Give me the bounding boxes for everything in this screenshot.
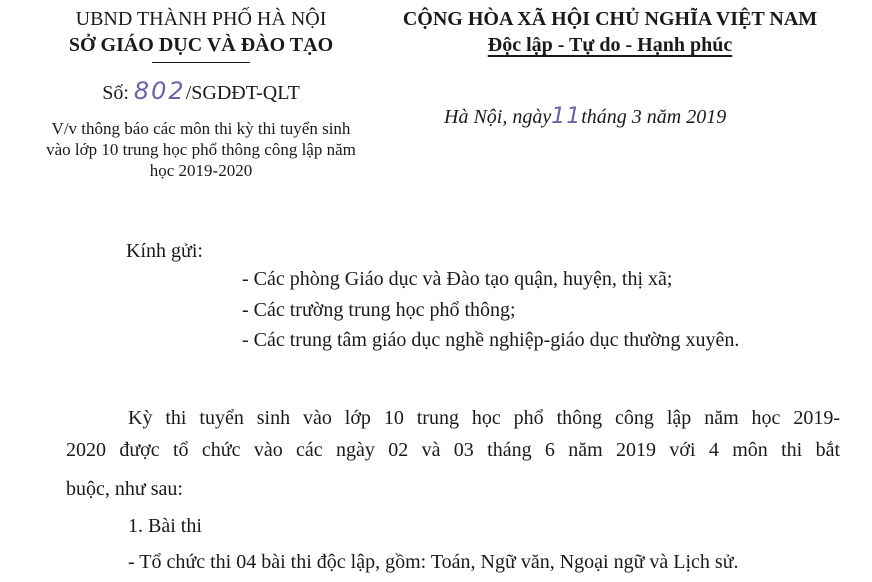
body-paragraph-line: buộc, như sau: — [66, 478, 183, 500]
recipient-item: - Các phòng Giáo dục và Đào tạo quận, huyện, thị xã; — [242, 268, 673, 290]
document-number-suffix: /SGDĐT-QLT — [185, 82, 300, 104]
document-date — [444, 104, 726, 129]
issuing-agency — [40, 6, 362, 63]
document-subject: V/v thông báo các môn thi kỳ thi tuyển sinh vào lớp 10 trung học phổ thông công lập năm học 2019-2020 — [46, 119, 356, 180]
section-title: 1. Bài thi — [128, 515, 202, 537]
date-prefix: Hà Nội, ngày — [444, 106, 552, 128]
agency-divider — [152, 62, 250, 63]
document-number-prefix: Số: — [102, 82, 134, 104]
date-suffix: tháng 3 năm 2019 — [581, 106, 727, 128]
handwritten-number: 802 — [133, 77, 186, 105]
body-paragraph-line: Kỳ thi tuyển sinh vào lớp 10 trung học phổ thông công lập năm học 2019- — [128, 407, 840, 429]
handwritten-day: 11 — [551, 104, 582, 129]
section-item: - Tổ chức thi 04 bài thi độc lập, gồm: Toán, Ngữ văn, Ngoại ngữ và Lịch sử. — [128, 551, 739, 573]
agency-name: SỞ GIÁO DỤC VÀ ĐÀO TẠO — [68, 34, 334, 56]
national-motto: Độc lập - Tự do - Hạnh phúc — [487, 34, 733, 56]
greeting: Kính gửi: — [126, 240, 203, 262]
national-title: CỘNG HÒA XÃ HỘI CHỦ NGHĨA VIỆT NAM — [402, 8, 818, 30]
recipient-item: - Các trường trung học phổ thông; — [242, 299, 516, 321]
recipient-item: - Các trung tâm giáo dục nghề nghiệp-giáo dục thường xuyên. — [242, 329, 740, 351]
document-number — [40, 78, 362, 106]
national-header — [370, 6, 850, 58]
body-paragraph-line: 2020 được tổ chức vào các ngày 02 và 03 tháng 6 năm 2019 với 4 môn thi bắt — [66, 439, 840, 461]
agency-parent: UBND THÀNH PHỐ HÀ NỘI — [75, 8, 327, 30]
